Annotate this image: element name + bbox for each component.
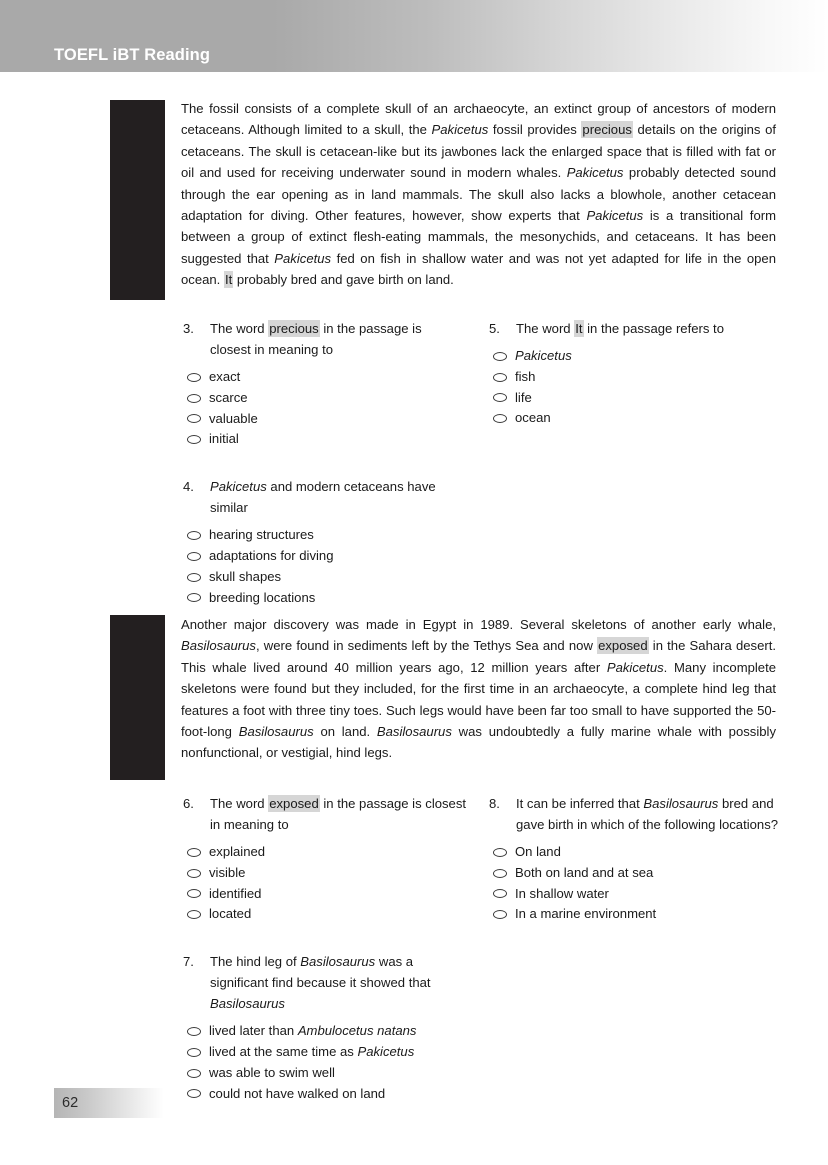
highlighted-term: It xyxy=(575,321,583,336)
italic-term: Pakicetus xyxy=(357,1043,415,1059)
question-3 xyxy=(183,318,463,450)
text-run: was able to swim well xyxy=(209,1064,335,1080)
radio-button-icon[interactable] xyxy=(187,848,201,857)
italic-term: Ambulocetus natans xyxy=(297,1023,417,1039)
question-8-option-4-label xyxy=(515,904,779,925)
text-run: The hind leg of xyxy=(210,954,301,970)
question-6-stem xyxy=(210,793,473,835)
question-6-option-1-label xyxy=(209,842,473,863)
question-5-option-4-label xyxy=(515,408,779,429)
radio-button-icon[interactable] xyxy=(187,1048,201,1057)
question-column-left-upper xyxy=(183,318,463,608)
text-run: bred and gave birth in which of the following locations? xyxy=(516,796,779,832)
question-8-option-4[interactable] xyxy=(489,904,779,925)
text-run: . Many incomplete skeletons were found but they included, for the first time in an archaeocyte, a complete hind leg that features a foot with three tiny toes. Such legs would have been far too small to have supported the 50-foot-long xyxy=(181,659,776,740)
text-run: details on the origins of cetaceans. The skull is cetacean-like but its jawbones lack the enlarged space that is filled with fat or oil and used for receiving underwater sound in modern whales. xyxy=(181,122,776,181)
text-run: lived at the same time as xyxy=(209,1043,358,1059)
radio-button-icon[interactable] xyxy=(187,1069,201,1078)
text-run: ocean xyxy=(515,410,551,426)
question-5-stem xyxy=(516,318,779,339)
question-8-number: 8. xyxy=(489,796,500,811)
italic-term: Pakicetus xyxy=(586,208,644,224)
question-5-number: 5. xyxy=(489,321,500,336)
highlighted-term: exposed xyxy=(598,638,648,654)
text-run: located xyxy=(209,906,252,922)
question-7-option-2[interactable] xyxy=(183,1042,473,1063)
question-3-option-2-label xyxy=(209,388,463,409)
question-3-header xyxy=(183,318,463,360)
italic-term: Pakicetus xyxy=(431,122,489,138)
question-8-option-1[interactable] xyxy=(489,842,779,863)
italic-term: Pakicetus xyxy=(210,479,267,495)
question-3-option-4[interactable] xyxy=(183,429,463,450)
text-run: could not have walked on land xyxy=(209,1085,386,1101)
text-run: lived later than xyxy=(209,1023,298,1039)
question-3-number: 3. xyxy=(183,321,194,336)
question-8-option-1-label xyxy=(515,842,779,863)
text-run: visible xyxy=(209,864,246,880)
question-8-options xyxy=(489,842,779,925)
text-run: fossil provides xyxy=(488,122,582,138)
italic-term: Pakicetus xyxy=(274,250,332,266)
question-6-option-4[interactable] xyxy=(183,904,473,925)
question-3-option-4-label xyxy=(209,429,463,450)
radio-button-icon[interactable] xyxy=(493,414,507,423)
italic-term: Basilosaurus xyxy=(210,996,285,1012)
radio-button-icon[interactable] xyxy=(493,373,507,382)
text-run: In a marine environment xyxy=(515,906,657,922)
radio-button-icon[interactable] xyxy=(187,414,201,423)
question-8-stem xyxy=(516,793,779,835)
question-5-option-3-label xyxy=(515,388,779,409)
radio-button-icon[interactable] xyxy=(187,1089,201,1098)
radio-button-icon[interactable] xyxy=(493,910,507,919)
question-7-option-1-label xyxy=(209,1021,473,1042)
radio-button-icon[interactable] xyxy=(493,848,507,857)
radio-button-icon[interactable] xyxy=(493,393,507,402)
page-title: TOEFL iBT Reading xyxy=(54,46,211,64)
text-run: It can be inferred that xyxy=(516,796,644,811)
question-column-right-lower xyxy=(489,793,779,925)
question-6-number: 6. xyxy=(183,796,194,811)
text-run: skull shapes xyxy=(209,568,282,584)
question-7-number: 7. xyxy=(183,954,194,970)
question-5-option-1[interactable] xyxy=(489,346,779,367)
radio-button-icon[interactable] xyxy=(187,910,201,919)
text-run: In shallow water xyxy=(515,885,609,901)
radio-button-icon[interactable] xyxy=(493,352,507,361)
question-6 xyxy=(183,793,473,925)
text-run: adaptations for diving xyxy=(209,547,334,563)
question-8-header xyxy=(489,793,779,835)
question-3-option-3-label xyxy=(209,409,463,430)
text-run: The word xyxy=(210,321,269,336)
text-run: initial xyxy=(209,431,239,447)
question-8-option-2-label xyxy=(515,863,779,884)
radio-button-icon[interactable] xyxy=(187,573,201,582)
question-3-option-1[interactable] xyxy=(183,367,463,388)
radio-button-icon[interactable] xyxy=(187,889,201,898)
text-run: in the Sahara desert. This whale lived around 40 million years ago, 12 million years after xyxy=(181,638,776,675)
question-7-stem xyxy=(210,951,473,1014)
question-7 xyxy=(183,951,473,1104)
text-run: The word xyxy=(516,321,575,336)
question-4-option-1[interactable] xyxy=(183,525,463,546)
text-run: was undoubtedly a fully marine whale with possibly nonfunctional, or vestigial, hind legs. xyxy=(181,724,776,761)
text-run: scarce xyxy=(209,389,248,405)
radio-button-icon[interactable] xyxy=(187,1027,201,1036)
question-8-option-3-label xyxy=(515,884,779,905)
question-5-options xyxy=(489,346,779,429)
highlighted-term: precious xyxy=(269,321,319,336)
question-4-option-3-label xyxy=(209,567,463,588)
radio-button-icon[interactable] xyxy=(187,869,201,878)
italic-term: Basilosaurus xyxy=(300,954,376,970)
question-column-left-lower xyxy=(183,793,473,1104)
question-3-option-1-label xyxy=(209,367,463,388)
radio-button-icon[interactable] xyxy=(187,593,201,602)
text-run: probably detected sound through the ear opening as in land mammals. The skull also lacks a blowhole, another cetacean adaptation for diving. Other features, however, show experts that xyxy=(181,165,776,224)
question-5-option-2[interactable] xyxy=(489,367,779,388)
question-5-option-1-label xyxy=(515,346,779,367)
question-4-option-1-label xyxy=(209,525,463,546)
question-8-option-3[interactable] xyxy=(489,884,779,905)
question-4-option-4[interactable] xyxy=(183,588,463,609)
radio-button-icon[interactable] xyxy=(187,373,201,382)
italic-term: Pakicetus xyxy=(606,659,664,675)
italic-term: Basilosaurus xyxy=(376,724,452,740)
question-column-right-upper xyxy=(489,318,779,429)
passage-text-2 xyxy=(181,614,776,764)
question-3-option-2[interactable] xyxy=(183,388,463,409)
question-7-option-4[interactable] xyxy=(183,1084,473,1105)
text-run: identified xyxy=(209,885,262,901)
radio-button-icon[interactable] xyxy=(187,394,201,403)
question-4-header xyxy=(183,476,463,518)
page-number: 62 xyxy=(62,1095,79,1111)
question-5-option-4[interactable] xyxy=(489,408,779,429)
text-run: on land. xyxy=(313,724,377,740)
question-6-header xyxy=(183,793,473,835)
question-4-stem xyxy=(210,476,463,518)
question-4-option-3[interactable] xyxy=(183,567,463,588)
radio-button-icon[interactable] xyxy=(187,531,201,540)
text-run: in the passage is closest in meaning to xyxy=(210,321,422,357)
question-6-option-1[interactable] xyxy=(183,842,473,863)
highlighted-term: exposed xyxy=(269,796,319,811)
question-8 xyxy=(489,793,779,925)
passage-marker-block-1 xyxy=(110,100,165,300)
question-6-options xyxy=(183,842,473,925)
radio-button-icon[interactable] xyxy=(187,552,201,561)
question-4-number: 4. xyxy=(183,479,194,495)
radio-button-icon[interactable] xyxy=(493,889,507,898)
question-7-option-3[interactable] xyxy=(183,1063,473,1084)
highlighted-term: It xyxy=(224,272,233,288)
question-6-option-4-label xyxy=(209,904,473,925)
question-6-option-2[interactable] xyxy=(183,863,473,884)
text-run: , were found in sediments left by the Tethys Sea and now xyxy=(255,638,598,654)
text-run: fish xyxy=(515,368,536,384)
text-run: The fossil consists of a complete skull of an archaeocyte, an extinct group of ancestors of modern cetaceans. Although limited to a skull, the xyxy=(181,101,776,138)
question-7-options xyxy=(183,1021,473,1104)
question-7-option-2-label xyxy=(209,1042,473,1063)
question-3-stem xyxy=(210,318,463,360)
italic-term: Basilosaurus xyxy=(643,796,719,811)
question-6-option-3-label xyxy=(209,884,473,905)
question-5 xyxy=(489,318,779,429)
italic-term: Basilosaurus xyxy=(238,724,314,740)
question-6-option-2-label xyxy=(209,863,473,884)
question-7-header xyxy=(183,951,473,1014)
question-8-option-2[interactable] xyxy=(489,863,779,884)
text-run: in the passage refers to xyxy=(583,321,724,336)
passage-marker-block-2 xyxy=(110,615,165,780)
question-4 xyxy=(183,476,463,608)
question-4-option-2[interactable] xyxy=(183,546,463,567)
text-run: Both on land and at sea xyxy=(515,864,654,880)
text-run: is a transitional form between a group of extinct flesh-eating mammals, the mesonychids, and cetaceans. It has been suggested that xyxy=(181,208,776,266)
italic-term: Pakicetus xyxy=(566,165,624,181)
text-run: breeding locations xyxy=(209,589,316,605)
text-run: in the passage is closest in meaning to xyxy=(210,796,467,832)
text-run: fed on fish in shallow water and was not yet adapted for life in the open ocean. xyxy=(181,250,776,288)
radio-button-icon[interactable] xyxy=(187,435,201,444)
text-run: The word xyxy=(210,796,269,811)
question-7-option-4-label xyxy=(209,1084,473,1105)
question-3-option-3[interactable] xyxy=(183,409,463,430)
question-6-option-3[interactable] xyxy=(183,884,473,905)
text-run: exact xyxy=(209,369,241,384)
radio-button-icon[interactable] xyxy=(493,869,507,878)
question-5-header xyxy=(489,318,779,339)
question-3-options xyxy=(183,367,463,450)
passage-text-1 xyxy=(181,98,776,291)
text-run: valuable xyxy=(209,410,258,426)
question-4-option-4-label xyxy=(209,588,463,609)
question-4-option-2-label xyxy=(209,546,463,567)
text-run: explained xyxy=(209,844,266,859)
text-run: Another major discovery was made in Egypt in 1989. Several skeletons of another early whale, xyxy=(181,617,776,632)
text-run: was a significant find because it showed that xyxy=(210,954,431,991)
question-7-option-3-label xyxy=(209,1063,473,1084)
italic-term: Pakicetus xyxy=(515,348,572,363)
question-5-option-3[interactable] xyxy=(489,388,779,409)
question-4-options xyxy=(183,525,463,608)
question-7-option-1[interactable] xyxy=(183,1021,473,1042)
text-run: life xyxy=(515,389,532,405)
text-run: On land xyxy=(515,844,561,859)
text-run: hearing structures xyxy=(209,527,314,543)
italic-term: Basilosaurus xyxy=(181,638,256,654)
question-5-option-2-label xyxy=(515,367,779,388)
highlighted-term: precious xyxy=(582,122,632,138)
text-run: and modern cetaceans have similar xyxy=(210,479,436,516)
text-run: probably bred and gave birth on land. xyxy=(233,272,454,288)
